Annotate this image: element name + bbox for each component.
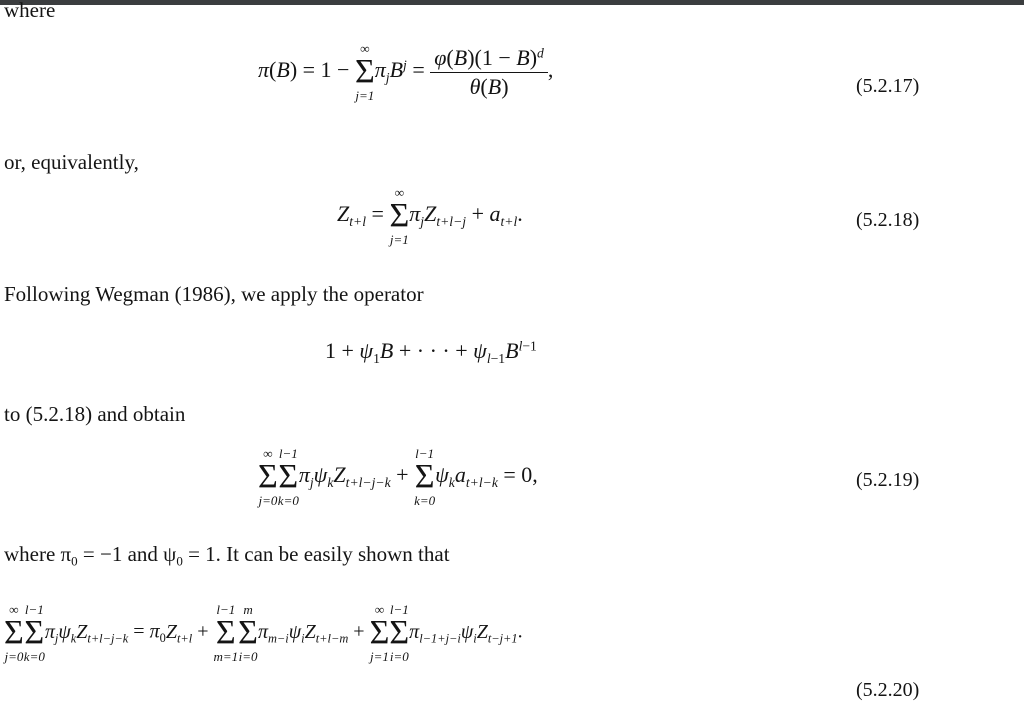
sum-upper-limit: ∞ xyxy=(9,602,19,617)
sum-upper-limit: l−1 xyxy=(24,602,44,617)
text-following-wegman: Following Wegman (1986), we apply the operator xyxy=(4,282,424,306)
sum-operator: ∞ Σ j=0 xyxy=(4,602,24,664)
sum-operator: ∞ Σ j=1 xyxy=(389,185,410,247)
sum-operator: ∞ Σ j=0 xyxy=(258,446,278,508)
sum-upper-limit: ∞ xyxy=(360,41,370,56)
equation-number-5-2-20: (5.2.20) xyxy=(856,679,920,701)
equation-number-5-2-17: (5.2.17) xyxy=(856,75,920,97)
text-where-top: where xyxy=(4,0,56,22)
sum-lower-limit: j=1 xyxy=(355,88,375,103)
text-to-and-obtain: to (5.2.18) and obtain xyxy=(4,402,186,426)
sum-operator: ∞ Σ j=1 xyxy=(354,41,375,103)
equation-5-2-18: $Z_{t+l}$ = ∞ Σ j=1 $\pi_jZ_{t+l-j} + a_{t+l}$. xyxy=(337,185,523,247)
text-where-pi-rest: = −1 and ψ xyxy=(77,542,177,566)
top-window-bar xyxy=(0,0,1024,5)
sum-upper-limit: l−1 xyxy=(389,602,409,617)
text-where-psi-rest: = 1. It can be easily shown that xyxy=(182,542,450,566)
sum-upper-limit: l−1 xyxy=(278,446,298,461)
equation-5-2-19: ∞ Σ j=0 l−1 Σ k=0 $\pi_j\psi_kZ_{t+l-j-k}$ + l−1 Σ k=0 $\psi_ka_{t+l-k} = 0$, xyxy=(258,446,538,508)
sum-operator: m Σ i=0 xyxy=(238,602,258,664)
sum-upper-limit: m xyxy=(243,602,253,617)
equation-number-5-2-18: (5.2.18) xyxy=(856,209,920,231)
equation-5-2-20: ∞ Σ j=0 l−1 Σ k=0 $\pi_j\psi_kZ_{t+l-j-k} = \pi_0Z_{t+l}$ + l−1 Σ m=1 m Σ i=0 $\pi_{m-i}\psi_iZ_{t+l-m}$ + ∞ Σ j=1 l−1 Σ i=0 $\pi_{l-1+j-i}\psi_iZ_{t-j+1}$. xyxy=(4,602,523,664)
sum-lower-limit: j=0 xyxy=(258,493,278,508)
fraction: $\frac{\varphi(B)(1 - B)^d}{\theta(B)}$ xyxy=(430,47,548,98)
equation-number-5-2-19: (5.2.19) xyxy=(856,469,920,491)
sum-operator: l−1 Σ i=0 xyxy=(389,602,410,664)
equation-5-2-17: π(B) = 1 − ∞ Σ j=1 $\pi_jB^j$ = $\frac{\varphi(B)(1 - B)^d}{\theta(B)}$ , xyxy=(258,41,554,103)
sum-lower-limit: k=0 xyxy=(414,493,436,508)
text-where-pi: where π xyxy=(4,542,72,566)
operator-expression: $1 + \psi_1B$ + · · · + $\psi_{l-1}B^{l-1}$ xyxy=(325,338,537,366)
sum-upper-limit: l−1 xyxy=(415,446,435,461)
sum-lower-limit: j=0 xyxy=(4,649,24,664)
sum-lower-limit: i=0 xyxy=(389,649,409,664)
sum-operator: ∞ Σ j=1 xyxy=(369,602,390,664)
sum-operator: l−1 Σ k=0 xyxy=(23,602,45,664)
sum-lower-limit: j=1 xyxy=(389,232,409,247)
sum-upper-limit: ∞ xyxy=(263,446,273,461)
sum-lower-limit: k=0 xyxy=(23,649,45,664)
sum-operator: l−1 Σ m=1 xyxy=(213,602,239,664)
sum-upper-limit: ∞ xyxy=(374,602,385,617)
sum-upper-limit: ∞ xyxy=(394,185,404,200)
sum-lower-limit: j=1 xyxy=(370,649,389,664)
text-where-pi-psi: where $\pi_0 = -1$ and $\psi_0 = 1$. It can be easily shown that xyxy=(4,542,450,569)
sum-lower-limit: k=0 xyxy=(277,493,299,508)
sum-lower-limit: i=0 xyxy=(238,649,258,664)
sum-operator: l−1 Σ k=0 xyxy=(414,446,436,508)
sum-lower-limit: m=1 xyxy=(213,649,239,664)
sum-upper-limit: l−1 xyxy=(216,602,236,617)
text-or-equivalently: or, equivalently, xyxy=(4,150,139,174)
sum-operator: l−1 Σ k=0 xyxy=(277,446,299,508)
